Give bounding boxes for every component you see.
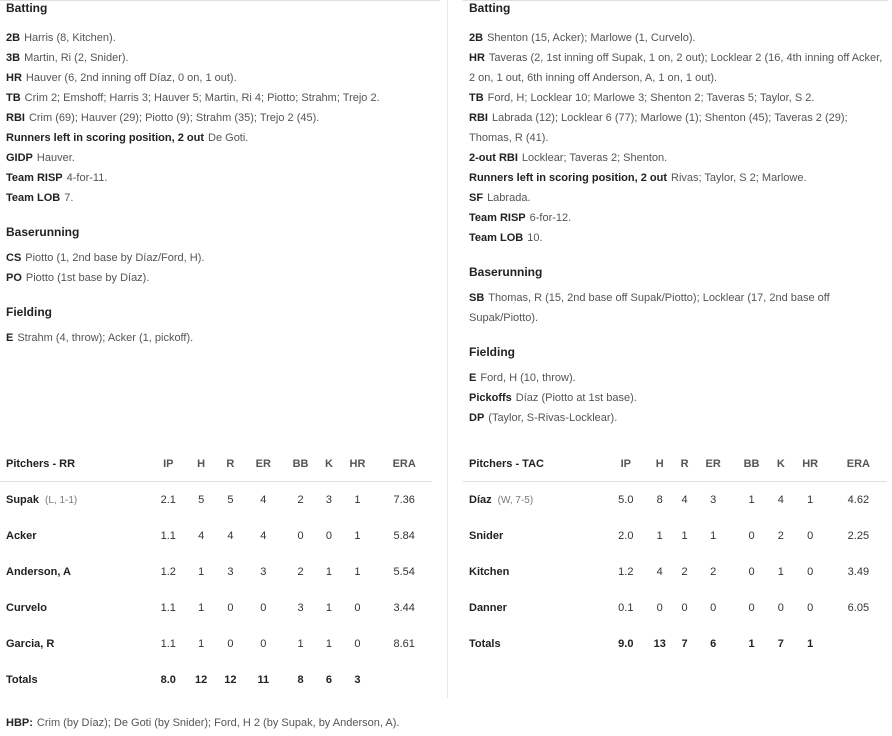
stat-cell: 1 [325,566,333,578]
pitcher-name[interactable]: Danner [469,602,507,614]
stat-cell: 3 [227,566,234,578]
stat-cell: 1 [354,566,361,578]
pitchers-header: Pitchers - TAC [469,458,544,470]
col-header: R [226,458,235,470]
stat-cell: 1 [297,638,304,650]
stat-cell: 2 [297,494,304,506]
stat-cell: 13 [653,638,666,650]
stat-cell: 0 [260,638,267,650]
hbp-text: Crim (by Díaz); De Goti (by Snider); Ford, H 2 (by Supak, by Anderson, A). [36,717,400,729]
stat-cell: 7.36 [393,494,415,506]
stat-cell: 8.61 [393,638,415,650]
table-row [463,518,887,554]
stat-cell: 1 [198,566,205,578]
home-fielding-title: Fielding [469,345,515,359]
note-line: DP (Taylor, S-Rivas-Locklear). [469,412,618,424]
stat-cell [830,626,887,662]
stat-cell: 2 [297,566,304,578]
stat-cell: 1.1 [160,602,176,614]
home-fielding-list [463,368,888,428]
stat-cell: 2.25 [847,530,870,542]
stat-cell: 0 [807,530,814,542]
note-line: SB Thomas, R (15, 2nd base off Supak/Piotto); Locklear (17, 2nd base off Supak/Piotto). [469,292,830,324]
note-line: Team RISP 4-for-11. [6,172,108,184]
stat-cell: 0.1 [618,602,634,614]
totals-label: Totals [469,638,501,650]
table-row [0,626,432,662]
stat-cell: 7 [777,638,784,650]
hbp-note [6,713,399,733]
note-line: E Strahm (4, throw); Acker (1, pickoff). [6,332,194,344]
pitcher-name[interactable]: Díaz (W, 7-5) [469,494,534,506]
stat-cell: 0 [681,602,688,614]
note-line: 2-out RBI Locklear; Taveras 2; Shenton. [469,152,668,164]
col-header: BB [292,458,309,470]
table-row [463,554,887,590]
away-batting-title: Batting [6,1,48,15]
note-line: TB Crim 2; Emshoff; Harris 3; Hauver 5; Martin, Ri 4; Piotto; Strahm; Trejo 2. [6,92,380,104]
stat-cell: 1 [325,602,333,614]
col-header: H [197,458,206,470]
stat-cell: 1 [354,530,361,542]
stat-cell: 1 [198,602,205,614]
stat-cell: 3 [710,494,717,506]
stat-cell: 1 [710,530,717,542]
stat-cell: 1 [748,638,755,650]
stat-cell: 1 [681,530,688,542]
stat-cell: 1 [656,530,663,542]
col-header: HR [349,458,366,470]
col-header: IP [163,458,174,470]
pitcher-name[interactable]: Anderson, A [6,566,71,578]
stat-cell: 1.1 [160,638,176,650]
pitcher-name[interactable]: Curvelo [6,602,47,614]
stat-cell: 0 [777,602,784,614]
stat-cell: 2.1 [160,494,176,506]
away-baserunning-list [0,248,440,288]
stat-cell: 11 [257,674,270,686]
note-line: SF Labrada. [469,192,531,204]
note-line: CS Piotto (1, 2nd base by Díaz/Ford, H). [6,252,205,264]
stat-cell: 7 [681,638,688,650]
table-header-row [0,447,432,482]
note-line: Runners left in scoring position, 2 out De Goti. [6,132,249,144]
away-fielding-list [0,328,440,348]
stat-cell [376,662,432,698]
stat-cell: 4 [777,494,784,506]
stat-cell: 3.44 [393,602,415,614]
stat-cell: 0 [354,602,361,614]
stat-cell: 6 [710,638,717,650]
home-notes [463,0,888,428]
stat-cell: 1 [354,494,361,506]
note-line: HR Hauver (6, 2nd inning off Díaz, 0 on, 1 out). [6,72,237,84]
stat-cell: 5 [227,494,234,506]
col-header: ER [255,458,271,470]
stat-cell: 8 [656,494,663,506]
pitcher-name[interactable]: Kitchen [469,566,510,578]
away-baserunning-title: Baserunning [6,225,80,239]
col-header: HR [802,458,819,470]
note-line: 3B Martin, Ri (2, Snider). [6,52,129,64]
stat-cell: 4 [656,566,663,578]
table-header-row [463,447,887,482]
totals-row [0,662,432,698]
totals-label: Totals [6,674,38,686]
stat-cell: 12 [224,674,237,686]
note-line: Team LOB 7. [6,192,74,204]
stat-cell: 0 [710,602,717,614]
note-line: TB Ford, H; Locklear 10; Marlowe 3; Shenton 2; Taveras 5; Taylor, S 2. [469,92,815,104]
stat-cell: 0 [297,530,304,542]
stat-cell: 1 [748,494,755,506]
stat-cell: 0 [260,602,267,614]
table-row [463,482,887,519]
stat-cell: 0 [748,602,755,614]
stat-cell: 0 [807,566,814,578]
home-pitchers-table [463,447,887,662]
away-notes [0,0,440,348]
stat-cell: 2 [710,566,717,578]
note-line: Team RISP 6-for-12. [469,212,572,224]
stat-cell: 3 [354,674,361,686]
note-line: 2B Shenton (15, Acker); Marlowe (1, Curvelo). [469,32,696,44]
pitcher-name[interactable]: Acker [6,530,37,542]
stat-cell: 4 [227,530,234,542]
stat-cell: 3.49 [847,566,870,578]
note-line: GIDP Hauver. [6,152,75,164]
stat-cell: 3 [325,494,333,506]
note-line: 2B Harris (8, Kitchen). [6,32,116,44]
stat-cell: 1.1 [160,530,176,542]
stat-cell: 0 [807,602,814,614]
stat-cell: 9.0 [618,638,634,650]
stat-cell: 1 [807,494,814,506]
away-batting-list [0,28,440,208]
pitchers-header: Pitchers - RR [6,458,76,470]
col-header: ER [705,458,721,470]
stat-cell: 4 [260,494,267,506]
col-header: ERA [846,458,870,470]
pitcher-name[interactable]: Garcia, R [6,638,55,650]
stat-cell: 2 [777,530,784,542]
stat-cell: 5.54 [393,566,415,578]
stat-cell: 2 [681,566,688,578]
col-header: IP [620,458,632,470]
col-header: H [655,458,664,470]
stat-cell: 0 [227,602,234,614]
stat-cell: 1.2 [160,566,176,578]
away-pitchers-table [0,447,432,698]
stat-cell: 4 [198,530,205,542]
stat-cell: 1.2 [618,566,634,578]
stat-cell: 0 [227,638,234,650]
table-row [0,482,432,519]
col-header: BB [743,458,760,470]
pitcher-name[interactable]: Snider [469,530,504,542]
hbp-label: HBP: [6,717,33,729]
note-line: PO Piotto (1st base by Díaz). [6,272,150,284]
table-row [0,590,432,626]
stat-cell: 1 [198,638,205,650]
note-line: Runners left in scoring position, 2 out Rivas; Taylor, S 2; Marlowe. [469,172,807,184]
col-header: R [680,458,689,470]
note-line: RBI Labrada (12); Locklear 6 (77); Marlowe (1); Shenton (45); Taveras 2 (29); Thomas, R (41). [469,112,848,144]
stat-cell: 2.0 [618,530,634,542]
home-batting-list [463,28,888,248]
stat-cell: 8.0 [160,674,176,686]
note-line: HR Taveras (2, 1st inning off Supak, 1 on, 2 out); Locklear 2 (16, 4th inning off Acker, 2 on, 1 out, 6th inning off Anderson, A, 1 on, 1 out). [469,52,883,84]
totals-row [463,626,887,662]
stat-cell: 0 [748,530,755,542]
home-baserunning-title: Baserunning [469,265,543,279]
stat-cell: 4.62 [847,494,870,506]
home-batting-title: Batting [469,1,511,15]
stat-cell: 1 [325,638,333,650]
stat-cell: 0 [748,566,755,578]
note-line: E Ford, H (10, throw). [469,372,576,384]
stat-cell: 6.05 [847,602,870,614]
stat-cell: 8 [297,674,304,686]
stat-cell: 0 [656,602,663,614]
table-row [0,554,432,590]
stat-cell: 4 [681,494,688,506]
table-row [0,518,432,554]
pitcher-name[interactable]: Supak (L, 1-1) [6,494,78,506]
stat-cell: 3 [260,566,267,578]
stat-cell: 12 [195,674,208,686]
stat-cell: 4 [260,530,267,542]
stat-cell: 5.0 [618,494,634,506]
stat-cell: 5 [198,494,205,506]
note-line: RBI Crim (69); Hauver (29); Piotto (9); Strahm (35); Trejo 2 (45). [6,112,320,124]
stat-cell: 0 [354,638,361,650]
away-fielding-title: Fielding [6,305,52,319]
col-header: K [776,458,785,470]
note-line: Team LOB 10. [469,232,543,244]
stat-cell: 1 [807,638,814,650]
col-header: ERA [392,458,416,470]
col-header: K [325,458,333,470]
stat-cell: 3 [297,602,304,614]
stat-cell: 0 [325,530,333,542]
stat-cell: 6 [325,674,333,686]
note-line: Pickoffs Díaz (Piotto at 1st base). [469,392,637,404]
stat-cell: 1 [777,566,784,578]
stat-cell: 5.84 [393,530,415,542]
home-baserunning-list [463,288,888,328]
column-divider [447,0,448,698]
table-row [463,590,887,626]
